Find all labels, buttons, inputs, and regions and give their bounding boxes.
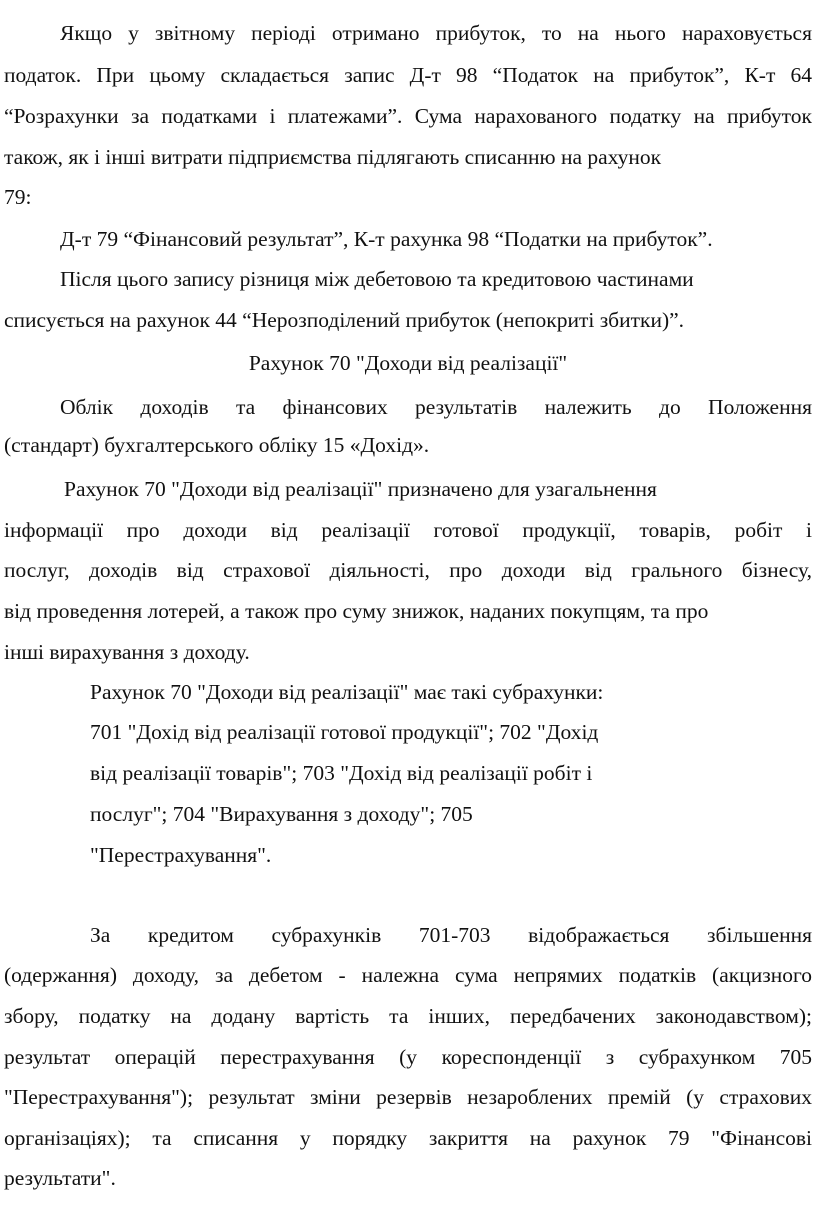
text-line: інформації про доходи від реалізації готової продукції, товарів, робіт і <box>4 518 812 542</box>
text-line: від проведення лотерей, а також про суму знижок, наданих покупцям, та про <box>4 599 709 623</box>
text-line: 701 "Дохід від реалізації готової продукції"; 702 "Дохід <box>90 720 599 744</box>
text-line: також, як і інші витрати підприємства підлягають списанню на рахунок <box>4 145 662 169</box>
text-line: Якщо у звітному періоді отримано прибуток, то на нього нараховується <box>60 21 812 45</box>
text-line: результати". <box>4 1166 116 1190</box>
text-line: результат операцій перестрахування (у кореспонденції з субрахунком 705 <box>4 1045 812 1069</box>
text-line: організаціях); та списання у порядку закриття на рахунок 79 "Фінансові <box>4 1126 812 1150</box>
text-line: Облік доходів та фінансових результатів належить до Положення <box>60 395 812 419</box>
text-line: (одержання) доходу, за дебетом - належна сума непрямих податків (акцизного <box>4 963 812 987</box>
text-line: Рахунок 70 "Доходи від реалізації" призначено для узагальнення <box>64 477 657 501</box>
text-line: послуг"; 704 "Вирахування з доходу"; 705 <box>90 802 473 826</box>
text-line: податок. При цьому складається запис Д-т 98 “Податок на прибуток”, К-т 64 <box>4 63 812 87</box>
text-line: Д-т 79 “Фінансовий результат”, К-т рахунка 98 “Податки на прибуток”. <box>60 227 713 251</box>
text-line: Після цього запису різниця між дебетовою та кредитовою частинами <box>60 267 694 291</box>
text-line: "Перестрахування"); результат зміни резервів незароблених премій (у страхових <box>4 1085 812 1109</box>
text-line: послуг, доходів від страхової діяльності, про доходи від грального бізнесу, <box>4 558 812 582</box>
text-line: За кредитом субрахунків 701-703 відображається збільшення <box>90 923 812 947</box>
text-line: збору, податку на додану вартість та інших, передбачених законодавством); <box>4 1004 812 1028</box>
text-line: “Розрахунки за податками і платежами”. Сума нарахованого податку на прибуток <box>4 104 812 128</box>
text-line: Рахунок 70 "Доходи від реалізації" має такі субрахунки: <box>90 680 604 704</box>
section-heading: Рахунок 70 "Доходи від реалізації" <box>248 351 568 375</box>
text-line: 79: <box>4 185 32 209</box>
text-line: списується на рахунок 44 “Нерозподілений прибуток (непокриті збитки)”. <box>4 308 685 332</box>
text-line: інші вирахування з доходу. <box>4 640 250 664</box>
text-line: від реалізації товарів"; 703 "Дохід від реалізації робіт і <box>90 761 593 785</box>
text-line: "Перестрахування". <box>90 843 272 867</box>
text-line: (стандарт) бухгалтерського обліку 15 «Дохід». <box>4 433 430 457</box>
